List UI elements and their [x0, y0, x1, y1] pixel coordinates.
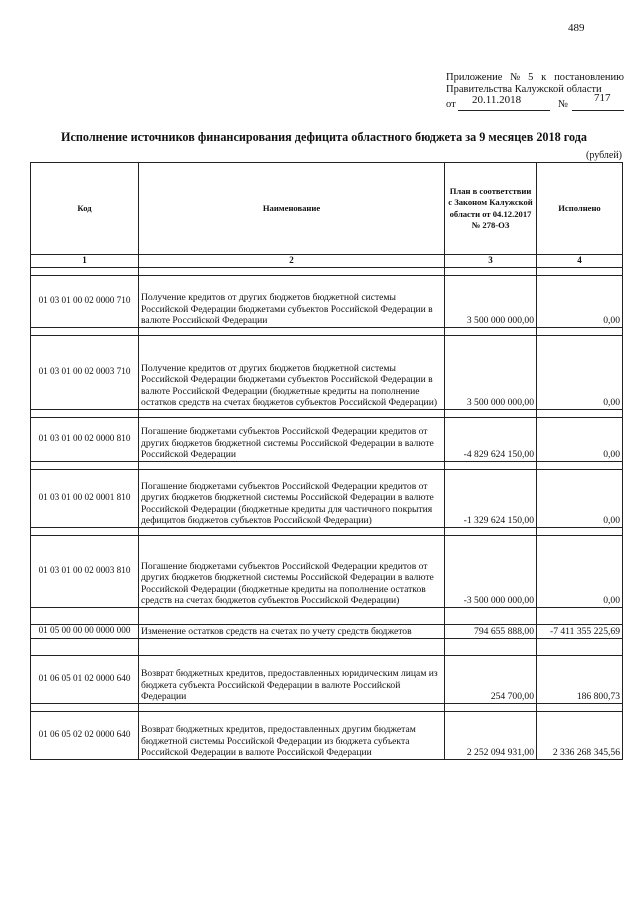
spacer-row: [31, 638, 623, 655]
table-row: [31, 335, 623, 409]
table-row: [31, 624, 623, 638]
document-title: Исполнение источников финансирования дефицита областного бюджета за 9 месяцев 2018 года: [61, 130, 587, 144]
appendix-to: к: [541, 72, 547, 83]
row-plan: 3 500 000 000,00: [445, 275, 537, 327]
header-code: Код: [31, 163, 139, 255]
appendix-block: [446, 72, 624, 111]
row-plan: -3 500 000 000,00: [445, 535, 537, 607]
appendix-resolution: постановлению: [554, 72, 624, 83]
appendix-date: 20.11.2018: [472, 94, 522, 106]
spacer-row: [31, 461, 623, 469]
budget-table: [30, 162, 623, 760]
date-underline: [458, 110, 550, 111]
row-code: 01 06 05 02 02 0000 640: [31, 711, 139, 759]
row-plan: -1 329 624 150,00: [445, 469, 537, 527]
appendix-number-sign: №: [510, 72, 521, 83]
row-name: Погашение бюджетами субъектов Российской Федерации кредитов от других бюджетов бюджетной системы Российской Федерации в валюте Российской Федерации (бюджетные кредиты на пополнение остатков средств на счетах бюджетов субъектов Российской Федерации): [139, 535, 445, 607]
table-row: [31, 535, 623, 607]
unit-label: (рублей): [586, 150, 623, 161]
row-plan: -4 829 624 150,00: [445, 417, 537, 461]
row-code: 01 03 01 00 02 0000 810: [31, 417, 139, 461]
row-executed: 0,00: [537, 335, 623, 409]
row-executed: -7 411 355 225,69: [537, 624, 623, 638]
table-row: [31, 417, 623, 461]
number-underline: [572, 110, 624, 111]
row-plan: 3 500 000 000,00: [445, 335, 537, 409]
row-plan: 794 655 888,00: [445, 624, 537, 638]
appendix-date-line: [446, 92, 624, 111]
row-code: 01 03 01 00 02 0003 810: [31, 535, 139, 607]
row-name: Возврат бюджетных кредитов, предоставленных юридическим лицам из бюджета субъекта Российской Федерации в валюте Российской Федерации: [139, 655, 445, 703]
row-executed: 0,00: [537, 417, 623, 461]
row-executed: 0,00: [537, 535, 623, 607]
page-number: 489: [568, 22, 585, 34]
appendix-from: от: [446, 99, 456, 110]
spacer-row: [31, 409, 623, 417]
row-plan: 254 700,00: [445, 655, 537, 703]
row-name: Погашение бюджетами субъектов Российской Федерации кредитов от других бюджетов бюджетной системы Российской Федерации в валюте Российской Федерации (бюджетные кредиты для частичного покрытия дефицитов бюджетов субъектов Российской Федерации): [139, 469, 445, 527]
column-number: 1: [31, 255, 139, 268]
column-number: 2: [139, 255, 445, 268]
appendix-word: Приложение: [446, 72, 503, 83]
row-code: 01 05 00 00 00 0000 000: [31, 624, 139, 638]
column-number-row: [31, 255, 623, 268]
table-row: [31, 711, 623, 759]
row-name: Получение кредитов от других бюджетов бюджетной системы Российской Федерации бюджетами субъектов Российской Федерации в валюте Российской Федерации (бюджетные кредиты на пополнение остатков средств на счетах бюджетов субъектов Российской Федерации): [139, 335, 445, 409]
table-row: [31, 275, 623, 327]
row-name: Погашение бюджетами субъектов Российской Федерации кредитов от других бюджетов бюджетной системы Российской Федерации в валюте Российской Федерации: [139, 417, 445, 461]
appendix-government: Правительства Калужской области: [446, 84, 602, 95]
appendix-doc-number: 717: [594, 92, 611, 104]
row-plan: 2 252 094 931,00: [445, 711, 537, 759]
appendix-number: 5: [528, 72, 534, 83]
row-executed: 0,00: [537, 469, 623, 527]
row-executed: 2 336 268 345,56: [537, 711, 623, 759]
spacer-row: [31, 267, 623, 275]
row-name: Изменение остатков средств на счетах по учету средств бюджетов: [139, 624, 445, 638]
table-row: [31, 469, 623, 527]
table-header-row: [31, 163, 623, 255]
spacer-row: [31, 607, 623, 624]
spacer-row: [31, 327, 623, 335]
row-name: Получение кредитов от других бюджетов бюджетной системы Российской Федерации бюджетами субъектов Российской Федерации в валюте Российской Федерации: [139, 275, 445, 327]
appendix-line-1: [446, 72, 624, 84]
header-name: Наименование: [139, 163, 445, 255]
spacer-row: [31, 527, 623, 535]
row-code: 01 06 05 01 02 0000 640: [31, 655, 139, 703]
header-plan: План в соответствии с Законом Калужской области от 04.12.2017 № 278-ОЗ: [445, 163, 537, 255]
row-name: Возврат бюджетных кредитов, предоставленных другим бюджетам бюджетной системы Российской Федерации из бюджета субъекта Российской Федерации в валюте Российской Федерации: [139, 711, 445, 759]
row-executed: 186 800,73: [537, 655, 623, 703]
spacer-row: [31, 703, 623, 711]
row-code: 01 03 01 00 02 0001 810: [31, 469, 139, 527]
row-code: 01 03 01 00 02 0003 710: [31, 335, 139, 409]
row-executed: 0,00: [537, 275, 623, 327]
row-code: 01 03 01 00 02 0000 710: [31, 275, 139, 327]
column-number: 3: [445, 255, 537, 268]
header-executed: Исполнено: [537, 163, 623, 255]
appendix-doc-number-sign: №: [558, 99, 569, 110]
table-row: [31, 655, 623, 703]
column-number: 4: [537, 255, 623, 268]
